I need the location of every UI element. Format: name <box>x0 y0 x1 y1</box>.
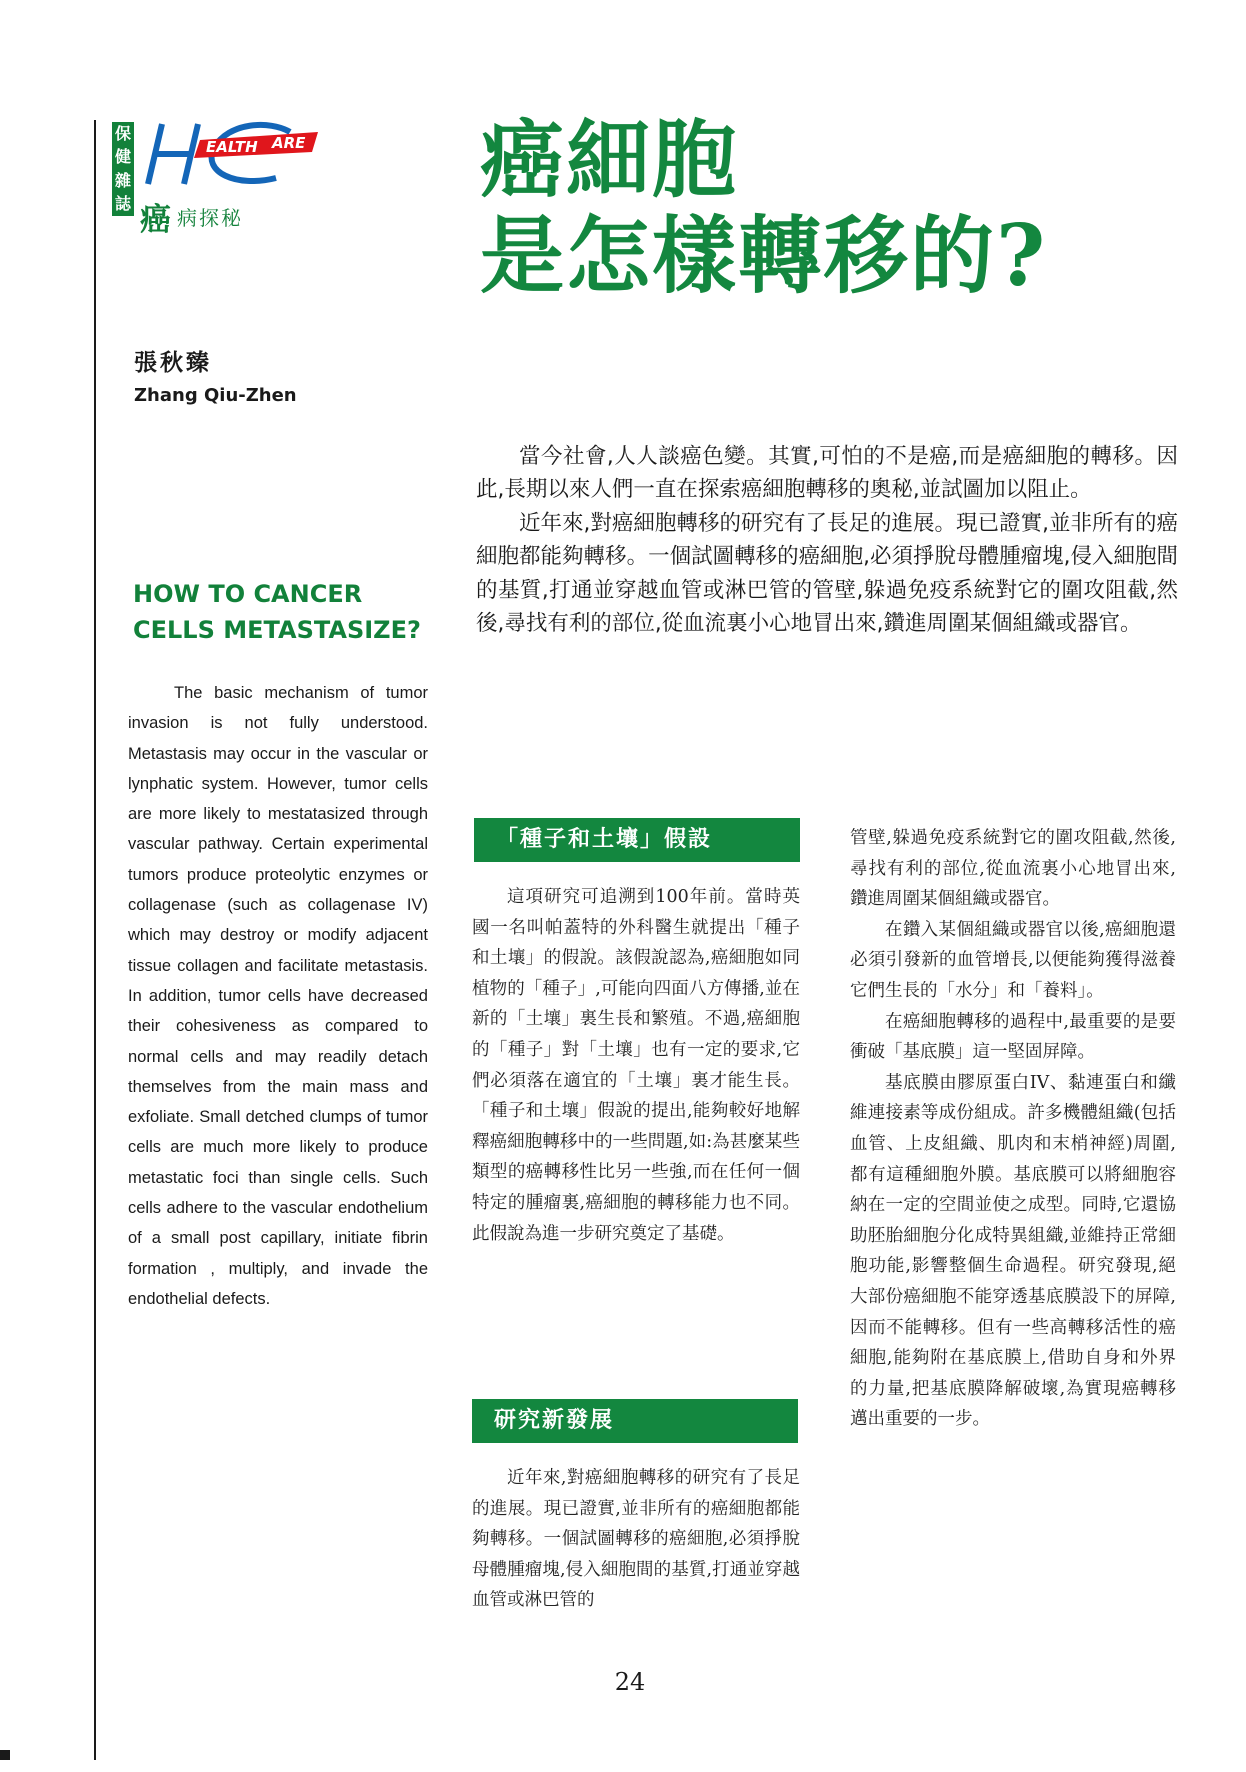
section-label <box>140 194 243 239</box>
section-body-new-research <box>472 1463 800 1616</box>
body-paragraph-continued: 管壁,躲過免疫系統對它的圍攻阻截,然後,尋找有利的部位,從血流裏小心地冒出來,鑽進周圍某個組織或器官。 <box>850 828 1176 910</box>
intro-paragraph-1: 當今社會,人人談癌色變。其實,可怕的不是癌,而是癌細胞的轉移。因此,長期以來人們一直在探索癌細胞轉移的奧秘,並試圖加以阻止。 <box>476 444 1178 503</box>
magazine-name-vertical <box>112 122 134 216</box>
english-title: HOW TO CANCER CELLS METASTASIZE? <box>133 580 421 644</box>
body-paragraph: 在癌細胞轉移的過程中,最重要的是要衝破「基底膜」這一堅固屏障。 <box>850 1011 1176 1063</box>
article-title-line-2: 是怎樣轉移的? <box>480 206 1048 305</box>
page-number: 24 <box>614 1668 646 1696</box>
section-label-main: 癌 <box>140 202 171 238</box>
body-paragraph: 基底膜由膠原蛋白IV、黏連蛋白和纖維連接素等成份組成。許多機體組織(包括血管、上皮組織、肌肉和末梢神經)周圍,都有這種細胞外膜。基底膜可以將細胞容納在一定的空間並使之成型。同時,它還協助胚胎細胞分化成特異組織,並維持正常細胞功能,影響整個生命過程。研究發現,絕大部份癌細胞不能穿透基底膜設下的屏障,因而不能轉移。但有一些高轉移活性的癌細胞,能夠附在基底膜上,借助自身和外界的力量,把基底膜降解破壞,為實現癌轉移邁出重要的一步。 <box>850 1072 1176 1430</box>
logo-are-text: ARE <box>272 134 306 152</box>
section-body-seed-soil <box>472 882 800 1249</box>
magazine-char: 誌 <box>114 194 131 214</box>
logo-ealth-text: EALTH <box>206 138 258 156</box>
intro-paragraph-2: 近年來,對癌細胞轉移的研究有了長足的進展。現已證實,並非所有的癌細胞都能夠轉移。一個試圖轉移的癌細胞,必須掙脫母體腫瘤塊,侵入細胞間的基質,打通並穿越血管或淋巴管的管壁,躲過免疫系統對它的圍攻阻截,然後,尋找有利的部位,從血流裏小心地冒出來,鑽進周圍某個組織或器官。 <box>476 510 1178 637</box>
magazine-char: 雜 <box>114 170 131 190</box>
body-paragraph: 近年來,對癌細胞轉移的研究有了長足的進展。現已證實,並非所有的癌細胞都能夠轉移。一個試圖轉移的癌細胞,必須掙脫母體腫瘤塊,侵入細胞間的基質,打通並穿越血管或淋巴管的 <box>472 1468 800 1611</box>
section-heading-seed-soil: 「種子和土壤」假設 <box>474 818 800 862</box>
intro-text <box>476 440 1178 640</box>
section-heading-new-research: 研究新發展 <box>472 1399 798 1443</box>
magazine-char: 健 <box>114 147 131 167</box>
section-label-sub: 病探秘 <box>177 206 243 230</box>
right-column <box>850 823 1176 1435</box>
crop-mark <box>0 1750 10 1760</box>
english-abstract: The basic mechanism of tumor invasion is not fully understood. Metastasis may occur in the vascular or lynphatic system. However, tumor cells are more likely to mestatasized through vascular pathway. Certain experimental tumors produce proteolytic enzymes or collagenase (such as collagenase IV) which may destroy or modify adjacent tissue collagen and facilitate metastasis. In addition, tumor cells have decreased their cohesiveness as compared to normal cells and may readily detach themselves from the main mass and exfoliate. Small detched clumps of tumor cells are much more likely to produce metastatic foci than single cells. Such cells adhere to the vascular endothelium of a small post capillary, initiate fibrin formation , multiply, and invade the endothelial defects. <box>128 684 428 1308</box>
body-paragraph: 這項研究可追溯到100年前。當時英國一名叫帕蓋特的外科醫生就提出「種子和土壤」的假說。該假說認為,癌細胞如同植物的「種子」,可能向四面八方傳播,並在新的「土壤」裏生長和繁殖。不過,癌細胞的「種子」對「土壤」也有一定的要求,它們必須落在適宜的「土壤」裏才能生長。「種子和土壤」假說的提出,能夠較好地解釋癌細胞轉移中的一些問題,如:為甚麼某些類型的癌轉移性比另一些強,而在任何一個特定的腫瘤裏,癌細胞的轉移能力也不同。此假說為進一步研究奠定了基礎。 <box>472 887 800 1244</box>
author-name-english: Zhang Qiu-Zhen <box>134 385 297 406</box>
healthcare-hc-logo <box>140 118 330 190</box>
author-name-chinese: 張秋臻 <box>134 350 212 376</box>
article-title <box>480 112 1047 304</box>
left-margin-rule <box>94 120 96 1760</box>
magazine-char: 保 <box>114 123 131 143</box>
body-paragraph: 在鑽入某個組織或器官以後,癌細胞還必須引發新的血管增長,以便能夠獲得滋養它們生長的「水分」和「養料」。 <box>850 919 1176 1001</box>
author-block <box>134 344 297 406</box>
article-title-line-1: 癌細胞 <box>480 110 739 209</box>
masthead-logo <box>112 118 372 238</box>
